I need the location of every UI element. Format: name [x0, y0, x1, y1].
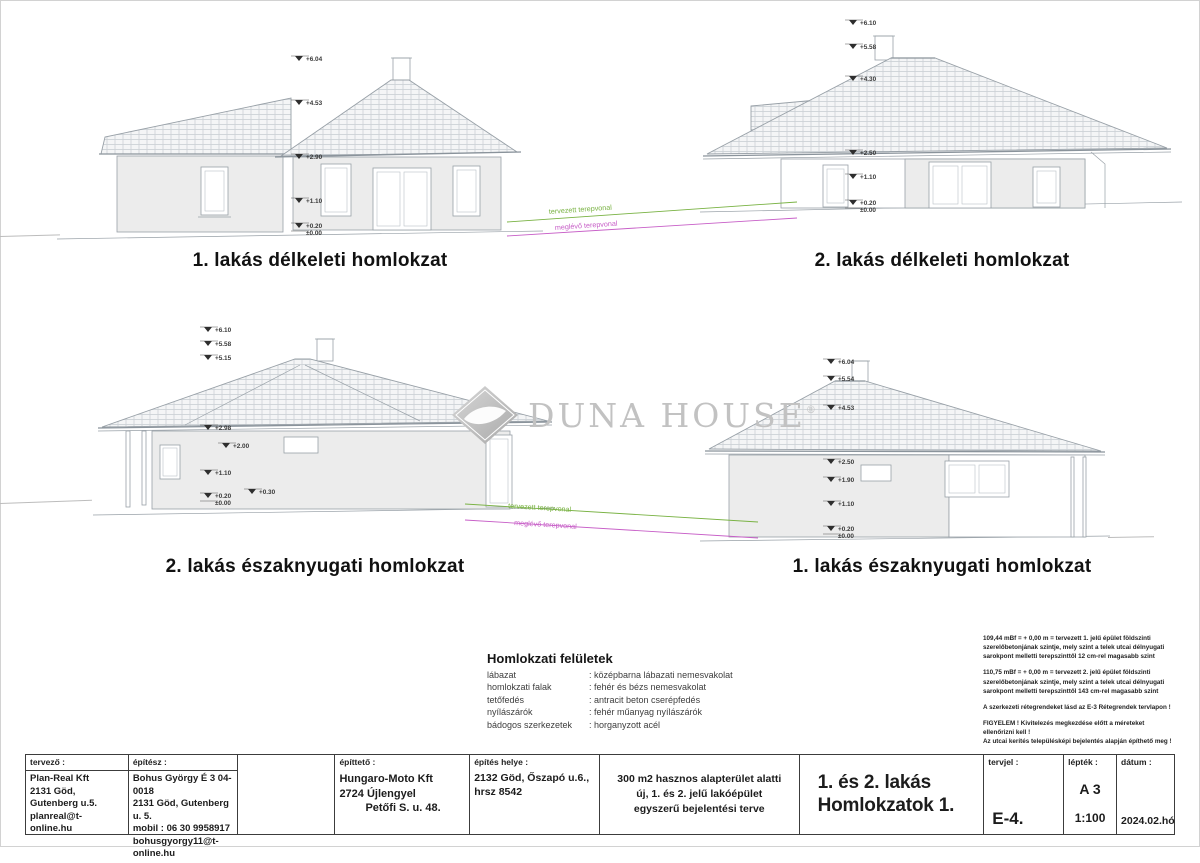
level-marker-label: +2.50	[838, 459, 855, 466]
architect-header: építész :	[129, 755, 237, 771]
titleblock-col-code	[984, 755, 1064, 834]
designer-email: planreal@t-online.hu	[30, 810, 83, 835]
legend-value: : fehér és bézs nemesvakolat	[589, 682, 707, 693]
code-header: tervjel :	[988, 757, 1019, 767]
level-marker-label: +4.30	[860, 76, 877, 83]
level-marker-label: +0.20	[838, 526, 855, 533]
designer-address: 2131 Göd, Gutenberg u.5.	[30, 785, 98, 810]
legend	[487, 651, 817, 731]
legend-label: tetőfedés	[487, 694, 525, 705]
level-marker-label: +5.58	[860, 44, 877, 51]
level-marker-label: +1.90	[838, 477, 855, 484]
level-marker	[845, 207, 876, 214]
level-marker-label: ±0.00	[838, 533, 854, 540]
level-marker	[291, 56, 323, 63]
level-marker-label: +0.20	[860, 200, 877, 207]
elevation-drawing-house1-southeast	[55, 40, 545, 245]
existing-terrain-line	[465, 520, 758, 538]
notes	[983, 634, 1177, 746]
site-address: 2132 Göd, Őszapó u.6.,	[474, 772, 590, 784]
watermark	[452, 384, 816, 446]
legend-label: lábazat	[487, 670, 517, 680]
elevation-title-house2-northwest: 2. lakás északnyugati homlokzat	[165, 556, 465, 577]
legend-row	[487, 669, 817, 681]
note-paragraph: 109,44 mBf = + 0,00 m = tervezett 1. jelű épület földszinti szerelőbetonjának szintje, mely szint a telek utcai délnyugati sarokpont melletti terepszinttől 12 cm-rel magasabb szint	[983, 635, 1165, 661]
sheet-title-line: 1. és 2. lakás	[817, 771, 932, 793]
legend-value: : fehér műanyag nyílászárók	[589, 707, 703, 718]
level-marker	[200, 341, 232, 348]
level-marker-label: +0.20	[215, 493, 232, 500]
date-value: 2024.02.hó	[1121, 815, 1175, 828]
client-city: 2724 Újlengyel	[339, 787, 416, 800]
note-paragraph: 110,75 mBf = + 0,00 m = tervezett 2. jelű épület földszinti szerelőbetonjának szintje, mely szint a telek utcai délnyugati sarokpont melletti terepszinttől 143 cm-rel magasabb szint	[983, 669, 1165, 695]
elevation-title-house1-southeast: 1. lakás délkeleti homlokzat	[192, 250, 448, 271]
drawing-code: E-4.	[992, 808, 1024, 828]
level-marker-label: +1.10	[838, 501, 855, 508]
level-marker	[845, 20, 877, 27]
titleblock	[25, 754, 1175, 860]
chimney	[317, 339, 333, 361]
level-marker-label: +1.10	[860, 174, 877, 181]
note-paragraph: FIGYELEM ! Kivitelezés megkezdése előtt a méreteket ellenőrizni kell !	[983, 719, 1145, 736]
chimney	[852, 361, 868, 383]
level-marker-label: +4.53	[838, 405, 855, 412]
note-paragraph: A szerkezeti rétegrendeket lásd az E-3 Rétegrendek tervlapon !	[983, 703, 1171, 711]
elevation-title-house2-southeast: 2. lakás délkeleti homlokzat	[814, 250, 1070, 271]
watermark-brand: DUNA HOUSE	[528, 395, 806, 435]
scale-header: lépték :	[1068, 757, 1098, 767]
legend-value: : középbarna lábazati nemesvakolat	[589, 670, 733, 680]
porch-post	[142, 431, 146, 505]
terrain-lines-top	[505, 192, 800, 242]
level-marker-label: +5.15	[215, 355, 232, 362]
level-marker-label: +1.10	[215, 470, 232, 477]
terrain-existing-label: meglévő terepvonal	[513, 518, 578, 531]
date-header: dátum :	[1121, 757, 1152, 767]
level-marker-label: +2.50	[860, 150, 877, 157]
level-marker-label: +2.00	[233, 443, 250, 450]
left-wing-roof	[101, 98, 291, 154]
post	[1083, 457, 1086, 537]
main-wall	[729, 455, 949, 537]
left-wing-wall	[117, 156, 283, 232]
titleblock-col-date	[1117, 755, 1174, 834]
architect-name: Bohus György É 3 04-0018	[132, 773, 232, 797]
terrain-lines-bottom	[462, 492, 762, 544]
level-marker	[845, 44, 877, 51]
terrain-existing-label: meglévő terepvonal	[554, 218, 618, 232]
sheet-title-line: Homlokzatok 1.	[817, 794, 955, 816]
legend-label: nyílászárók	[487, 707, 533, 718]
level-marker	[291, 230, 322, 237]
post	[1071, 457, 1074, 537]
level-marker	[823, 359, 855, 366]
level-marker	[291, 100, 323, 107]
paper-size: A 3	[1079, 781, 1101, 797]
client-street: Petőfi S. u. 48.	[365, 802, 441, 815]
designer-header: tervező :	[26, 755, 128, 771]
site-parcel: hrsz 8542	[474, 785, 523, 798]
high-window	[284, 437, 318, 453]
level-marker-label: +2.98	[215, 425, 232, 432]
terrain-margin-line	[1108, 536, 1154, 538]
legend-row	[487, 719, 817, 731]
elevation-title-house1-northwest: 1. lakás északnyugati homlokzat	[792, 556, 1092, 577]
titleblock-col-architect	[129, 755, 238, 860]
level-marker-label: +6.04	[306, 56, 323, 63]
designer-name: Plan-Real Kft	[30, 773, 90, 784]
titleblock-col-scale	[1064, 755, 1117, 834]
level-marker-label: ±0.00	[860, 207, 876, 214]
terrain-planned-label: tervezett terepvonal	[507, 501, 572, 514]
titleblock-col-client	[335, 755, 470, 834]
project-line: 300 m2 hasznos alapterület alatti	[617, 773, 782, 786]
level-marker-label: ±0.00	[215, 500, 231, 507]
registered-mark: ®	[805, 404, 816, 416]
main-roof	[281, 80, 517, 156]
level-marker-label: +1.10	[306, 198, 323, 205]
level-marker-label: +0.30	[259, 489, 276, 496]
downpipe	[1091, 152, 1105, 208]
architect-phone: mobil : 06 30 9958917	[132, 823, 230, 835]
titleblock-col-project	[600, 755, 800, 834]
level-marker	[823, 376, 855, 383]
level-marker-label: +5.58	[215, 341, 232, 348]
scale-value: 1:100	[1074, 811, 1106, 826]
level-marker-label: +4.53	[306, 100, 323, 107]
titleblock-empty-cell	[238, 755, 336, 834]
high-window	[861, 465, 891, 481]
watermark-brand-text	[528, 396, 816, 435]
terrain-margin-line	[0, 500, 92, 504]
level-marker-label: +6.04	[838, 359, 855, 366]
client-header: építtető :	[339, 757, 376, 767]
level-marker-label: +6.10	[215, 327, 232, 334]
porch-post	[126, 431, 130, 507]
titleblock-col-site	[470, 755, 600, 834]
architect-address: 2131 Göd, Gutenberg u. 5.	[132, 798, 229, 822]
legend-row	[487, 694, 817, 706]
chimney	[875, 36, 893, 60]
existing-terrain-line	[507, 218, 797, 236]
legend-row	[487, 681, 817, 693]
legend-label: homlokzati falak	[487, 682, 552, 693]
architect-email: bohusgyorgy11@t-online.hu	[132, 835, 219, 860]
titleblock-col-sheet-title	[800, 755, 985, 834]
legend-value: : antracit beton cserépfedés	[589, 694, 701, 705]
level-marker-label: +5.54	[838, 376, 855, 383]
level-marker	[200, 355, 232, 362]
site-header: építés helye :	[474, 757, 529, 767]
titleblock-col-designer	[26, 755, 129, 834]
project-line: egyszerű bejelentési terve	[633, 802, 765, 815]
terrain-planned-label: tervezett terepvonal	[548, 202, 613, 216]
terrain-margin-line	[0, 234, 60, 237]
level-marker-label: ±0.00	[306, 230, 322, 237]
legend-row	[487, 706, 817, 718]
level-marker	[200, 327, 232, 334]
level-marker-label: +2.90	[306, 154, 323, 161]
level-marker-label: +0.20	[306, 223, 323, 230]
project-line: új, 1. és 2. jelű lakóépület	[636, 788, 763, 801]
client-name: Hungaro-Moto Kft	[339, 773, 433, 785]
dunahouse-logo-icon	[452, 386, 518, 444]
level-marker-label: +6.10	[860, 20, 877, 27]
legend-title: Homlokzati felületek	[487, 651, 613, 666]
legend-label: bádogos szerkezetek	[487, 719, 573, 730]
note-paragraph: Az utcai kerítés településképi bejelentés alapján építhető meg !	[983, 738, 1172, 746]
legend-value: : horganyzott acél	[589, 719, 661, 730]
